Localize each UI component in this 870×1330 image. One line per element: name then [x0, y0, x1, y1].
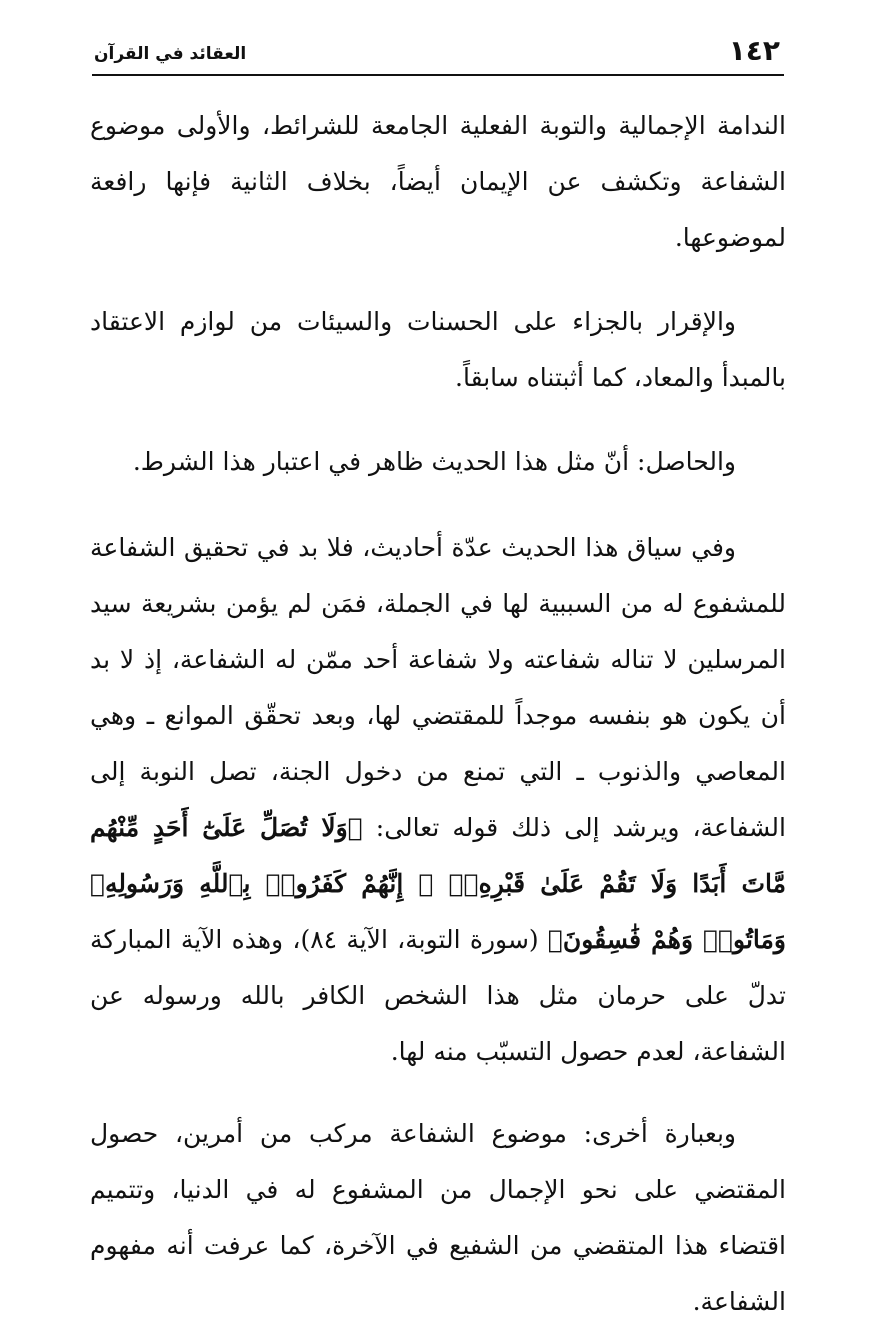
paragraph-3: والحاصل: أنّ مثل هذا الحديث ظاهر في اعتبار هذا الشرط. — [132, 447, 736, 476]
body-text — [90, 98, 786, 1330]
page-header — [92, 30, 784, 76]
paragraph-4 — [90, 520, 786, 1080]
paragraph-2: والإقرار بالجزاء على الحسنات والسيئات من لوازم الاعتقاد بالمبدأ والمعاد، كما أثبتناه سابقاً. — [90, 307, 786, 392]
running-title: العقائد في القرآن — [94, 44, 247, 64]
paragraph-5: وبعبارة أخرى: موضوع الشفاعة مركب من أمرين، حصول المقتضي على نحو الإجمال من المشفوع له في الدنيا، وتتميم اقتضاء هذا المتقضي من الشفيع في الآخرة، كما عرفت أنه مفهوم الشفاعة. — [90, 1119, 786, 1316]
paragraph-1: الندامة الإجمالية والتوبة الفعلية الجامعة للشرائط، والأولى موضوع الشفاعة وتكشف عن الإيمان أيضاً، بخلاف الثانية فإنها رافعة لموضوعها. — [90, 111, 786, 252]
page-number: ١٤٢ — [728, 34, 780, 67]
quran-verse: ﴿وَلَا تُصَلِّ عَلَىٰٓ أَحَدٍ مِّنْهُم مَّاتَ أَبَدًا وَلَا تَقُمْ عَلَىٰ قَبْرِهِۦٓ ۖ إِنَّهُمْ كَفَرُوا۟ بِٱللَّهِ وَرَسُولِهِۦ وَمَاتُوا۟ وَهُمْ فَٰسِقُونَ﴾ — [90, 813, 786, 954]
paragraph-4-intro: وفي سياق هذا الحديث عدّة أحاديث، فلا بد في تحقيق الشفاعة للمشفوع له من السببية لها في الجملة، فمَن لم يؤمن بشريعة سيد المرسلين لا تناله شفاعته ولا شفاعة أحد ممّن له الشفاعة، إذ لا بد أن يكون هو بنفسه موجداً للمقتضي لها، وبعد تحقّق الموانع ـ وهي المعاصي والذنوب ـ التي تمنع من دخول الجنة، تصل النوبة إلى الشفاعة، ويرشد إلى ذلك قوله تعالى: — [90, 533, 786, 842]
paragraph-4-conclusion: (سورة التوبة، الآية ٨٤)، وهذه الآية المباركة تدلّ على حرمان مثل هذا الشخص الكافر بالله ورسوله عن الشفاعة، لعدم حصول التسبّب منه لها. — [90, 925, 786, 1066]
